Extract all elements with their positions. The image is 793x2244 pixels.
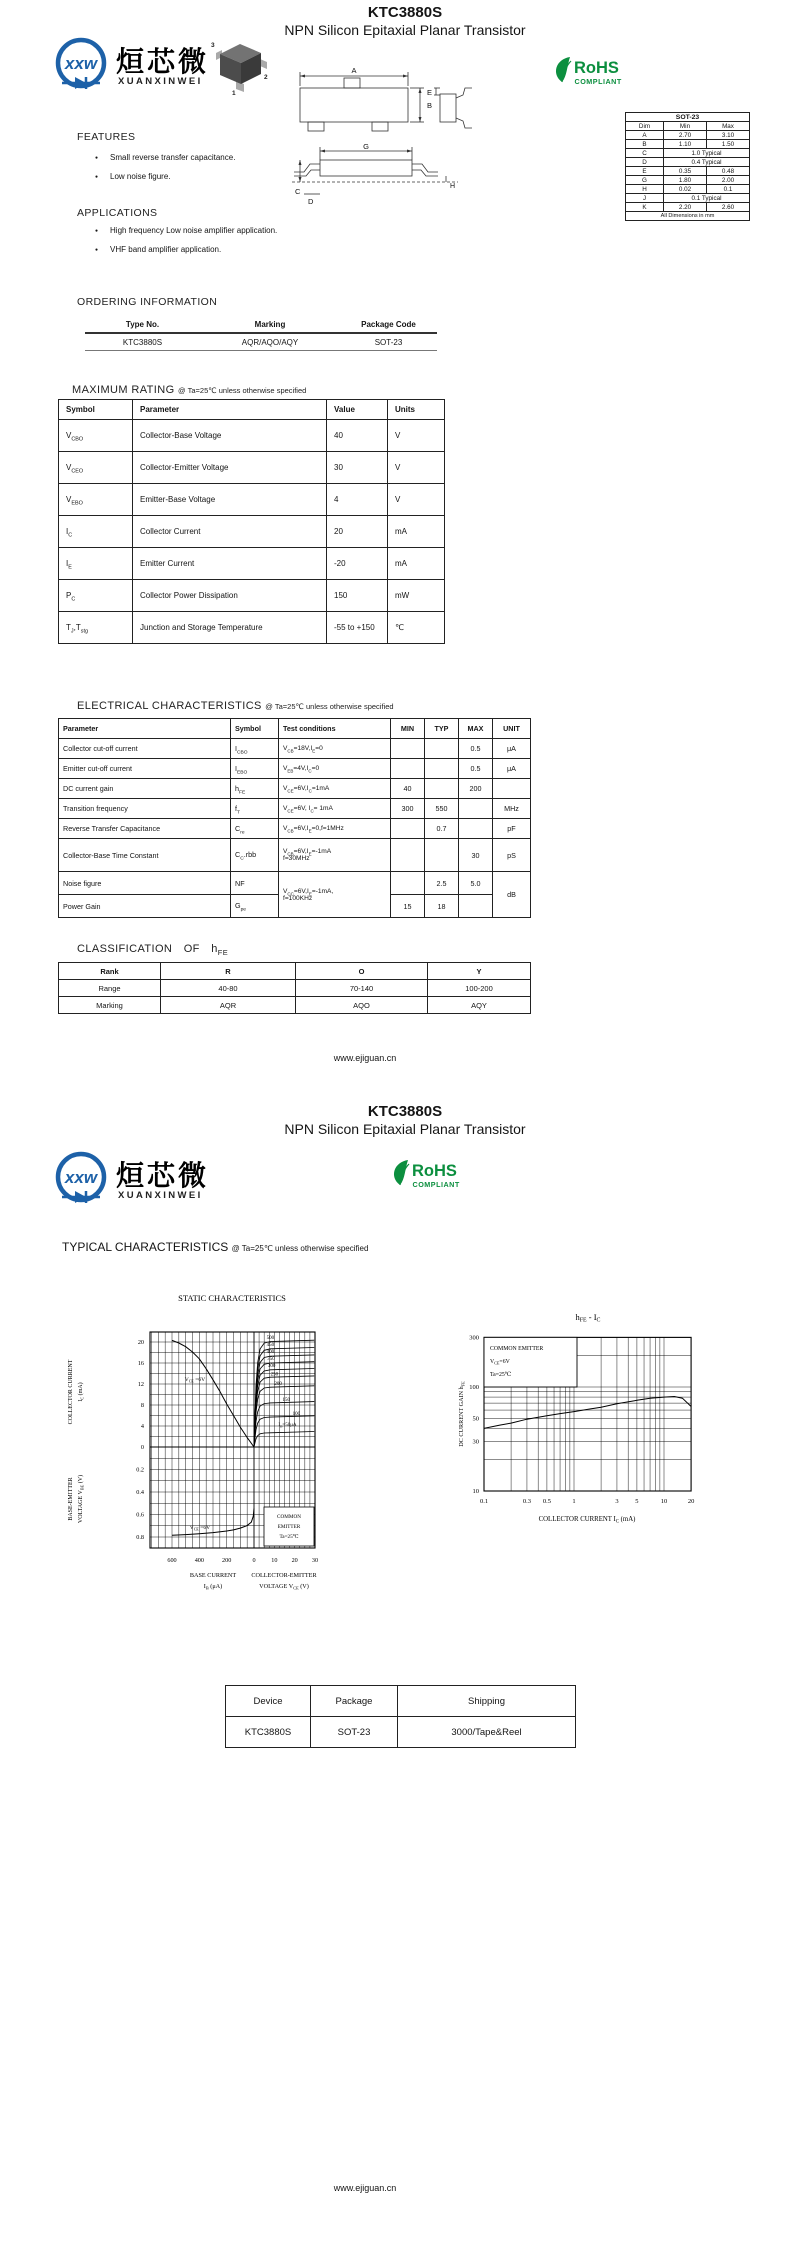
dims-cell: 0.35	[664, 167, 707, 176]
feature-text: Small reverse transfer capacitance.	[110, 153, 236, 162]
elec-symbol: $I_{EBO}$	[231, 759, 279, 779]
dims-cell: 0.4 Typical	[664, 158, 750, 167]
svg-text:200: 200	[274, 1382, 282, 1388]
elec-unit	[493, 779, 531, 799]
dim-a-label: A	[351, 66, 357, 75]
svg-text:COLLECTOR CURRENT: COLLECTOR CURRENT	[68, 1359, 74, 1425]
rating-symbol: $T_J,T_{stg}$	[59, 612, 133, 644]
elec-symbol: $f_T$	[231, 799, 279, 819]
rating-symbol: $I_C$	[59, 516, 133, 548]
dim-d-label: D	[308, 197, 314, 206]
rating-value: -55 to +150	[327, 612, 388, 644]
elec-typ	[425, 779, 459, 799]
page-title: KTC3880S	[367, 4, 443, 21]
dims-cell: C	[626, 149, 664, 158]
svg-text:DC CURRENT GAIN hFE: DC CURRENT GAIN $h_{FE}$	[458, 1381, 466, 1447]
sot23-package-photo	[206, 32, 270, 96]
class-cell: O	[296, 963, 428, 980]
svg-text:500: 500	[266, 1335, 275, 1341]
ordering-marking: AQR/AQO/AQY	[241, 338, 299, 347]
package-outline-front	[288, 64, 478, 144]
elec-title: ELECTRICAL CHARACTERISTICS	[77, 700, 262, 712]
svg-text:300: 300	[267, 1364, 276, 1370]
elec-symbol: $C_C.rbb$	[231, 839, 279, 872]
application-text: VHF band amplifier application.	[110, 245, 222, 254]
class-cell: AQO	[296, 997, 428, 1014]
elec-min	[391, 739, 425, 759]
elec-cond	[279, 839, 391, 872]
electrical-characteristics-table	[58, 718, 531, 918]
rohs-compliant-text: COMPLIANT	[412, 1180, 460, 1189]
svg-text:12: 12	[137, 1381, 144, 1388]
svg-text:5: 5	[635, 1498, 639, 1505]
dims-cell: E	[626, 167, 664, 176]
shipping-info-table	[225, 1685, 576, 1748]
elec-cond: $V_{CB}=6V,I_E=0,f=1MHz$	[279, 819, 391, 839]
elec-typ	[425, 759, 459, 779]
svg-text:BASE CURRENT: BASE CURRENT	[189, 1572, 237, 1579]
elec-min: 15	[391, 895, 425, 918]
dims-cell: D	[626, 158, 664, 167]
svg-text:0.3: 0.3	[522, 1498, 532, 1505]
elec-header: MAX	[459, 719, 493, 739]
rating-param: Collector-Base Voltage	[133, 420, 327, 452]
elec-typ	[425, 739, 459, 759]
svg-text:0.1: 0.1	[479, 1498, 489, 1505]
svg-text:IC (mA): $I_C$ (mA)	[78, 1382, 85, 1402]
elec-max: 0.5	[459, 739, 493, 759]
class-cell: 100-200	[428, 980, 531, 997]
svg-text:0: 0	[140, 1444, 144, 1451]
svg-text:0.5: 0.5	[542, 1498, 551, 1505]
svg-text:STATIC CHARACTERISTICS: STATIC CHARACTERISTICS	[178, 1293, 286, 1303]
typical-title: TYPICAL CHARACTERISTICS	[62, 1240, 229, 1254]
dim-c-label: C	[295, 187, 301, 196]
dims-cell: 2.70	[664, 131, 707, 140]
website-link[interactable]: www.ejiguan.cn	[333, 2183, 397, 2193]
svg-text:30: 30	[311, 1557, 319, 1564]
rating-symbol: $V_{CEO}$	[59, 452, 133, 484]
svg-text:COLLECTOR-EMITTER: COLLECTOR-EMITTER	[251, 1572, 317, 1579]
elec-typ: 550	[425, 799, 459, 819]
svg-text:COMMON: COMMON	[277, 1514, 301, 1520]
rating-unit: V	[388, 484, 445, 516]
dims-cell: J	[626, 194, 664, 203]
website-link[interactable]: www.ejiguan.cn	[333, 1053, 397, 1063]
elec-header: Test conditions	[279, 719, 391, 739]
elec-header: UNIT	[493, 719, 531, 739]
elec-condition: @ Ta=25℃ unless otherwise specified	[265, 702, 394, 711]
package-value: SOT-23	[311, 1717, 398, 1748]
rating-symbol: $P_C$	[59, 580, 133, 612]
max-rating-condition: @ Ta=25℃ unless otherwise specified	[178, 386, 307, 395]
class-cell: 40-80	[161, 980, 296, 997]
svg-text:20: 20	[137, 1339, 144, 1346]
feature-text: Low noise figure.	[110, 172, 171, 181]
rating-value: 150	[327, 580, 388, 612]
dims-cell: G	[626, 176, 664, 185]
maximum-rating-table	[58, 399, 445, 644]
typical-condition: @ Ta=25℃ unless otherwise specified	[231, 1244, 369, 1253]
page2-subtitle: NPN Silicon Epitaxial Planar Transistor	[284, 1121, 526, 1137]
elec-param: Noise figure	[59, 872, 231, 895]
rating-value: 30	[327, 452, 388, 484]
rating-header: Symbol	[59, 400, 133, 420]
ordering-type-no: KTC3880S	[122, 338, 163, 347]
elec-typ: 18	[425, 895, 459, 918]
dims-cell: 0.1 Typical	[664, 194, 750, 203]
dim-h-label: H	[450, 183, 456, 190]
class-cell: Y	[428, 963, 531, 980]
rating-unit: mW	[388, 580, 445, 612]
class-cell: Range	[59, 980, 161, 997]
elec-symbol: $G_{pe}$	[231, 895, 279, 918]
rating-value: 40	[327, 420, 388, 452]
elec-unit: pF	[493, 819, 531, 839]
svg-text:450: 450	[266, 1342, 275, 1348]
svg-text:Ta=25℃: Ta=25℃	[279, 1534, 299, 1540]
elec-cond: $V_{CE}=6V$, $I_C= 1mA$	[279, 799, 391, 819]
rating-param: Emitter-Base Voltage	[133, 484, 327, 516]
max-rating-heading	[72, 384, 306, 396]
elec-max: 0.5	[459, 759, 493, 779]
hfe-vs-ic-chart	[452, 1292, 752, 1530]
static-characteristics-chart	[50, 1285, 390, 1597]
elec-param: Collector cut-off current	[59, 739, 231, 759]
pin2-label: 2	[264, 74, 268, 81]
dims-cell: B	[626, 140, 664, 149]
svg-text:VOLTAGE VBE (V): VOLTAGE $V_{BE}$ (V)	[78, 1474, 85, 1524]
elec-max	[459, 895, 493, 918]
page2-title: KTC3880S	[367, 1103, 443, 1120]
bullet-icon: ●	[95, 154, 99, 161]
elec-symbol: NF	[231, 872, 279, 895]
rating-param: Collector-Emitter Voltage	[133, 452, 327, 484]
svg-text:VCE=6V: $V_{CE}=6V$	[490, 1359, 510, 1366]
elec-max	[459, 799, 493, 819]
list-item	[95, 245, 277, 254]
svg-text:COLLECTOR CURRENT IC (mA): COLLECTOR CURRENT $I_C$ (mA)	[538, 1516, 636, 1525]
shipping-header: Shipping	[398, 1686, 576, 1717]
rating-header: Value	[327, 400, 388, 420]
rating-unit: V	[388, 452, 445, 484]
brand-logo-icon	[52, 36, 110, 94]
features-list	[95, 153, 235, 191]
elec-param: Reverse Transfer Capacitance	[59, 819, 231, 839]
elec-cond-line: $V_{CC}=6V,I_E=-1mA$,	[283, 887, 334, 896]
svg-text:0.4: 0.4	[136, 1489, 144, 1496]
rating-unit: mA	[388, 516, 445, 548]
rohs-compliant-text: COMPLIANT	[574, 77, 622, 86]
rating-unit: mA	[388, 548, 445, 580]
elec-typ: 2.5	[425, 872, 459, 895]
dims-cell: 2.00	[707, 176, 750, 185]
elec-header: Parameter	[59, 719, 231, 739]
svg-text:400: 400	[194, 1557, 204, 1564]
list-item	[95, 153, 235, 162]
elec-unit: dB	[493, 872, 531, 918]
dims-cell: 0.1	[707, 185, 750, 194]
svg-text:0.2: 0.2	[136, 1466, 144, 1474]
svg-text:VCE =6V: $V_{CE} =6V$	[189, 1525, 211, 1532]
elec-unit: MHz	[493, 799, 531, 819]
elec-param: DC current gain	[59, 779, 231, 799]
dims-cell: 1.0 Typical	[664, 149, 750, 158]
elec-param: Transition frequency	[59, 799, 231, 819]
elec-min	[391, 819, 425, 839]
class-cell: Marking	[59, 997, 161, 1014]
max-rating-title: MAXIMUM RATING	[72, 384, 175, 396]
svg-text:10: 10	[660, 1498, 668, 1505]
svg-text:VCE =6V: $V_{CE} =6V$	[184, 1377, 206, 1384]
elec-cond: $V_{EB}=4V,I_C=0$	[279, 759, 391, 779]
applications-heading: APPLICATIONS	[77, 207, 158, 219]
elec-min: 40	[391, 779, 425, 799]
dims-cell: 1.80	[664, 176, 707, 185]
elec-cond-line: f=100KHz	[283, 894, 313, 902]
elec-param: Emitter cut-off current	[59, 759, 231, 779]
shipping-value: 3000/Tape&Reel	[398, 1717, 576, 1748]
svg-text:250: 250	[270, 1372, 279, 1378]
elec-typ: 0.7	[425, 819, 459, 839]
elec-param: Power Gain	[59, 895, 231, 918]
elec-symbol: $I_{CBO}$	[231, 739, 279, 759]
list-item	[95, 172, 235, 181]
svg-text:hFE - IC: hFE - IC	[575, 1312, 601, 1324]
elec-cond: $V_{CE}=6V,I_C=1mA$	[279, 779, 391, 799]
elec-max	[459, 819, 493, 839]
class-cell: Rank	[59, 963, 161, 980]
elec-header: MIN	[391, 719, 425, 739]
brand-name-en: XUANXINWEI	[118, 1190, 203, 1201]
dim-b-label: B	[427, 101, 433, 110]
svg-text:200: 200	[222, 1557, 232, 1564]
list-item	[95, 226, 277, 235]
rating-unit: ℃	[388, 612, 445, 644]
ordering-package-code: SOT-23	[374, 338, 403, 347]
rohs-text: RoHS	[574, 59, 619, 77]
package-header: Package	[311, 1686, 398, 1717]
dim-e-label: E	[426, 88, 432, 97]
dims-cell: A	[626, 131, 664, 140]
brand-name-en: XUANXINWEI	[118, 76, 203, 87]
brand-logo-icon	[52, 1150, 110, 1208]
dims-header-min: Min	[664, 122, 707, 131]
svg-text:xxw: xxw	[64, 1168, 98, 1187]
svg-text:xxw: xxw	[64, 54, 98, 73]
bullet-icon: ●	[95, 227, 99, 234]
svg-text:0.6: 0.6	[136, 1511, 144, 1519]
rating-value: -20	[327, 548, 388, 580]
rohs-badge	[387, 1156, 473, 1194]
page-subtitle: NPN Silicon Epitaxial Planar Transistor	[284, 22, 526, 38]
svg-text:10: 10	[271, 1557, 278, 1564]
rating-symbol: $V_{CBO}$	[59, 420, 133, 452]
ordering-table	[85, 316, 437, 351]
svg-text:1: 1	[572, 1498, 576, 1505]
elec-symbol: $C_{re}$	[231, 819, 279, 839]
svg-text:VOLTAGE VCE (V): VOLTAGE $V_{CE}$ (V)	[259, 1583, 309, 1591]
svg-text:600: 600	[167, 1557, 177, 1564]
device-header: Device	[226, 1686, 311, 1717]
rating-param: Collector Current	[133, 516, 327, 548]
svg-text:3: 3	[615, 1498, 619, 1505]
ordering-header-package: Package Code	[361, 320, 416, 329]
rohs-text: RoHS	[412, 1162, 457, 1180]
dims-cell: 1.50	[707, 140, 750, 149]
hfe-classification-table	[58, 962, 531, 1014]
svg-text:16: 16	[137, 1360, 144, 1367]
class-cell: R	[161, 963, 296, 980]
application-text: High frequency Low noise amplifier application.	[110, 226, 278, 235]
typical-characteristics-heading	[62, 1240, 368, 1254]
svg-text:0: 0	[252, 1557, 256, 1564]
ordering-heading: ORDERING INFORMATION	[77, 296, 218, 308]
svg-text:300: 300	[469, 1334, 479, 1342]
elec-max: 30	[459, 839, 493, 872]
class-cell: AQR	[161, 997, 296, 1014]
rating-value: 20	[327, 516, 388, 548]
elec-heading	[77, 700, 394, 712]
brand-name-cn: 烜芯微	[116, 1160, 210, 1191]
elec-unit: μA	[493, 739, 531, 759]
rating-param: Collector Power Dissipation	[133, 580, 327, 612]
svg-text:IB=50μA: $I_B=50\mu A$	[278, 1423, 297, 1429]
ordering-header-marking: Marking	[254, 320, 286, 329]
bullet-icon: ●	[95, 246, 99, 253]
brand-name-cn: 烜芯微	[116, 46, 210, 77]
elec-min	[391, 839, 425, 872]
dims-cell: 0.48	[707, 167, 750, 176]
svg-text:4: 4	[140, 1423, 144, 1430]
dims-cell: 2.20	[664, 203, 707, 212]
elec-typ	[425, 839, 459, 872]
svg-text:0.8: 0.8	[136, 1534, 144, 1541]
device-value: KTC3880S	[226, 1717, 311, 1748]
rating-symbol: $V_{EBO}$	[59, 484, 133, 516]
elec-unit: μA	[493, 759, 531, 779]
elec-symbol: $h_{FE}$	[231, 779, 279, 799]
sot23-dimensions-table	[625, 112, 750, 221]
svg-text:IB (μA): $I_B$ (μA)	[203, 1583, 223, 1591]
rating-symbol: $I_E$	[59, 548, 133, 580]
elec-header: TYP	[425, 719, 459, 739]
ordering-header-type: Type No.	[125, 320, 160, 329]
pin1-label: 1	[232, 90, 236, 96]
dims-cell: 3.10	[707, 131, 750, 140]
bullet-icon: ●	[95, 173, 99, 180]
rohs-badge	[549, 53, 635, 91]
elec-cond: $V_{CB}=18V,I_E=0$	[279, 739, 391, 759]
svg-text:100: 100	[469, 1384, 479, 1392]
svg-text:20: 20	[687, 1498, 695, 1505]
svg-text:30: 30	[472, 1438, 479, 1446]
elec-cond-line: f=30MHz	[283, 855, 310, 862]
rating-value: 4	[327, 484, 388, 516]
elec-unit: pS	[493, 839, 531, 872]
rating-param: Emitter Current	[133, 548, 327, 580]
applications-list	[95, 226, 277, 264]
dims-cell: K	[626, 203, 664, 212]
svg-text:100: 100	[292, 1411, 301, 1417]
dims-header-max: Max	[707, 122, 750, 131]
class-cell: 70-140	[296, 980, 428, 997]
rating-header: Units	[388, 400, 445, 420]
elec-min	[391, 759, 425, 779]
dims-footnote: All Dimensions in mm	[626, 212, 750, 221]
elec-min: 300	[391, 799, 425, 819]
svg-text:10: 10	[472, 1488, 479, 1496]
class-cell: AQY	[428, 997, 531, 1014]
svg-text:350: 350	[267, 1357, 275, 1363]
elec-max: 200	[459, 779, 493, 799]
rating-unit: V	[388, 420, 445, 452]
dims-title: SOT-23	[626, 113, 750, 122]
dim-g-label: G	[363, 142, 369, 151]
rating-header: Parameter	[133, 400, 327, 420]
dims-cell: 1.10	[664, 140, 707, 149]
rating-param: Junction and Storage Temperature	[133, 612, 327, 644]
dims-header-dim: Dim	[626, 122, 664, 131]
features-heading: FEATURES	[77, 131, 136, 143]
elec-param: Collector-Base Time Constant	[59, 839, 231, 872]
svg-text:BASE-EMITTER: BASE-EMITTER	[68, 1477, 74, 1521]
svg-text:50: 50	[472, 1415, 479, 1423]
elec-cond	[279, 872, 391, 918]
elec-cond-line: $V_{CB}=6V,I_E=-1mA$	[283, 848, 332, 857]
svg-text:20: 20	[291, 1557, 298, 1564]
svg-text:400: 400	[266, 1350, 275, 1356]
package-outline-profile	[290, 142, 465, 208]
svg-text:150: 150	[282, 1397, 290, 1403]
pin3-label: 3	[211, 42, 215, 49]
dims-cell: 2.60	[707, 203, 750, 212]
elec-header: Symbol	[231, 719, 279, 739]
elec-min	[391, 872, 425, 895]
dims-cell: H	[626, 185, 664, 194]
elec-max: 5.0	[459, 872, 493, 895]
svg-text:Ta=25℃: Ta=25℃	[490, 1372, 512, 1378]
classification-heading: CLASSIFICATION OF $h_{FE}$	[77, 943, 229, 958]
svg-text:8: 8	[140, 1402, 144, 1409]
dims-cell: 0.02	[664, 185, 707, 194]
svg-text:COMMON EMITTER: COMMON EMITTER	[490, 1346, 544, 1352]
svg-text:EMITTER: EMITTER	[277, 1524, 301, 1530]
